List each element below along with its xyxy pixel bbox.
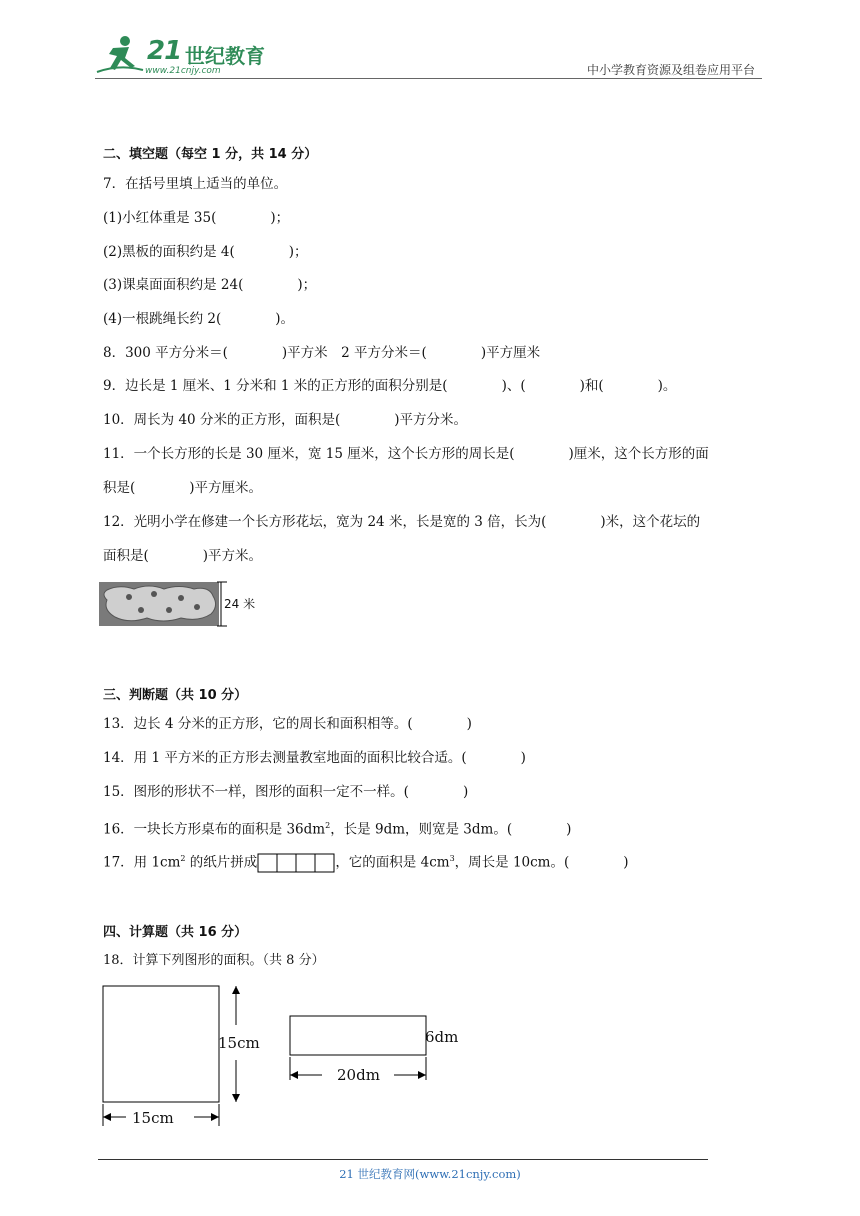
question-7-3: (3)课桌面面积约是 24( )；: [103, 277, 317, 293]
question-17-text-a: 17．用 1cm: [103, 854, 181, 871]
question-16-text-a: 16．一块长方形桌布的面积是 36dm: [103, 821, 326, 838]
question-8: 8．300 平方分米＝( )平方米 2 平方分米＝( )平方厘米: [103, 345, 541, 361]
flower-bed-width-label: 24 米: [224, 597, 256, 611]
question-7-4: (4)一根跳绳长约 2( )。: [103, 311, 295, 327]
site-logo: [95, 32, 265, 78]
question-11-line1: 11．一个长方形的长是 30 厘米，宽 15 厘米，这个长方形的周长是( )厘米，这个长方形的面: [103, 446, 709, 462]
question-16-superscript: 2: [325, 821, 331, 830]
question-9: 9．边长是 1 厘米、1 分米和 1 米的正方形的面积分别是( )、( )和( )。: [103, 378, 677, 394]
four-squares-image: [257, 853, 335, 873]
question-16: [103, 817, 571, 839]
question-17-text-b: 的纸片拼成: [185, 854, 258, 871]
question-17-superscript-1: 2: [180, 854, 186, 863]
question-17-text-c: ，它的面积是 4cm: [335, 854, 450, 871]
question-7: 7．在括号里填上适当的单位。: [103, 176, 288, 192]
rectangle-width-label: 20dm: [337, 1066, 380, 1084]
question-13: 13．边长 4 分米的正方形，它的周长和面积相等。( ): [103, 716, 472, 732]
question-7-1: (1)小红体重是 35( )；: [103, 210, 290, 226]
section3-title: 三、判断题（共 10 分）: [103, 688, 248, 703]
footer-text: 21 世纪教育网(www.21cnjy.com): [339, 1167, 521, 1181]
question-7-2: (2)黑板的面积约是 4( )；: [103, 244, 308, 260]
question-10: 10．周长为 40 分米的正方形，面积是( )平方分米。: [103, 412, 467, 428]
rectangle-height-label: 6dm: [425, 1028, 459, 1046]
question-16-text-b: ，长是 9dm，则宽是 3dm。( ): [330, 821, 572, 838]
logo-url: www.21cnjy.com: [145, 66, 221, 76]
question-12-line1: 12．光明小学在修建一个长方形花坛，宽为 24 米，长是宽的 3 倍，长为( )米，这个花坛的: [103, 514, 701, 530]
square-bottom-label: 15cm: [132, 1109, 174, 1127]
logo-number: 21: [147, 36, 182, 66]
question-17: [103, 850, 629, 873]
question-18: 18．计算下列图形的面积。（共 8 分）: [103, 953, 325, 968]
logo-text: 世纪教育: [185, 44, 265, 68]
section4-title: 四、计算题（共 16 分）: [103, 925, 248, 940]
question-15: 15．图形的形状不一样，图形的面积一定不一样。( ): [103, 784, 469, 800]
footer-divider: [98, 1159, 708, 1160]
square-side-label: 15cm: [218, 1034, 260, 1052]
runner-logo-icon: [95, 34, 145, 76]
square-figure: [98, 980, 258, 1130]
question-17-text-d: ，周长是 10cm。( ): [454, 854, 629, 871]
header-divider: [95, 78, 762, 79]
question-11-line2: 积是( )平方厘米。: [103, 480, 263, 496]
question-17-superscript-2: 3: [449, 854, 455, 863]
question-14: 14．用 1 平方米的正方形去测量教室地面的面积比较合适。( ): [103, 750, 526, 766]
section2-title: 二、填空题（每空 1 分，共 14 分）: [103, 147, 318, 162]
platform-name: 中小学教育资源及组卷应用平台: [586, 63, 755, 77]
question-12-line2: 面积是( )平方米。: [103, 548, 263, 564]
